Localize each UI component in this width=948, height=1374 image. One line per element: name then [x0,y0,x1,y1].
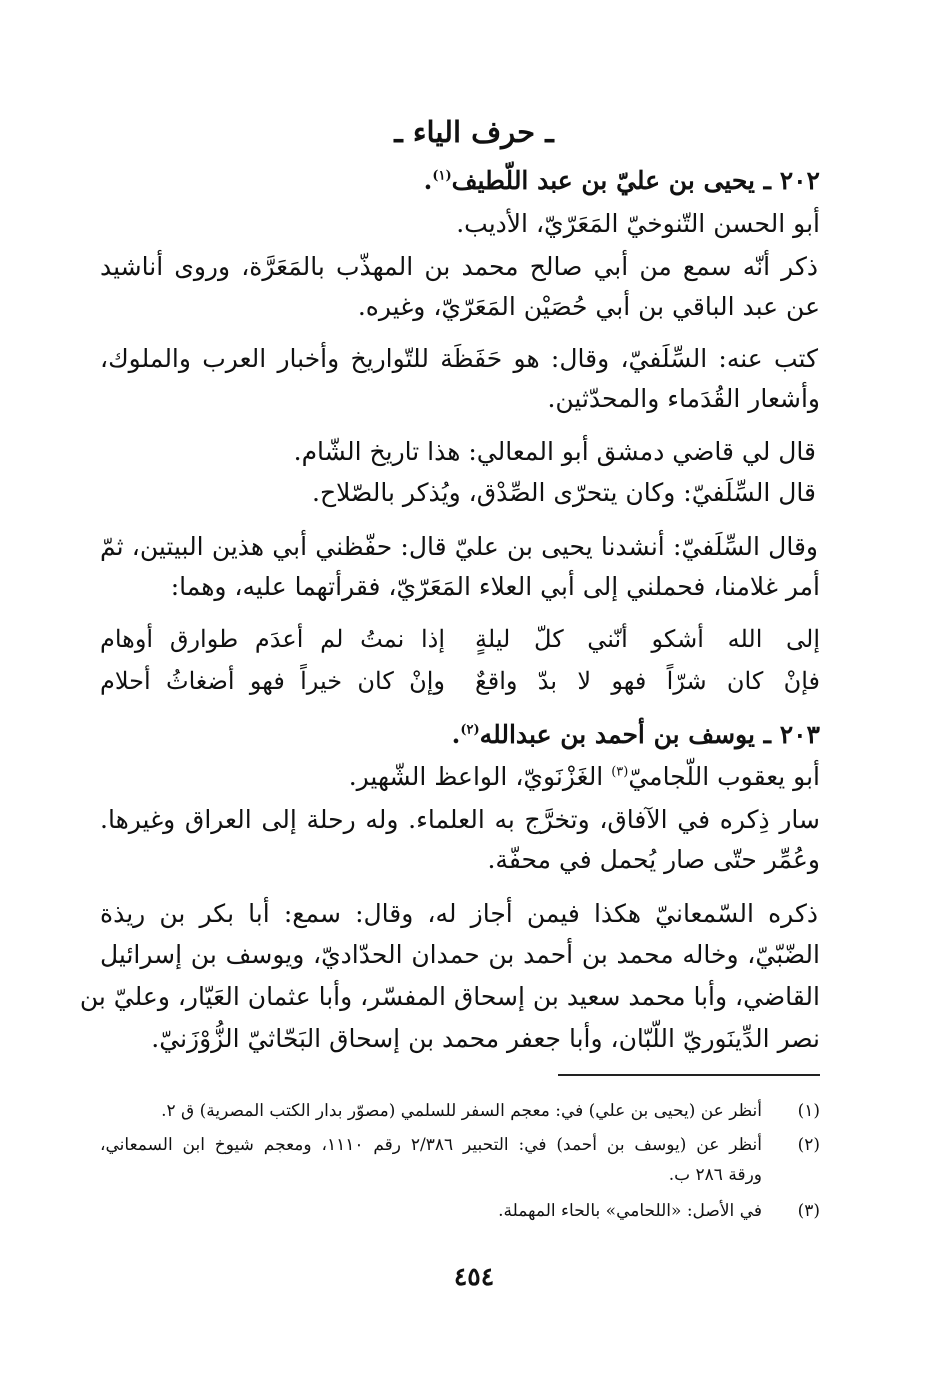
entry-202-line-2: ذكر أنّه سمع من أبي صالح محمد بن المهذّب بالمَعَرَّة، وروى أناشيد [100,252,818,281]
entry-203-line-4: ذكره السّمعانيّ هكذا فيمن أجاز له، وقال: سمع: أبا بكر بن ريذة [100,899,818,928]
chapter-heading: ـ حرف الياء ـ [394,115,554,149]
footnote-3-number: (٣) [797,1201,820,1221]
entry-203-title: ٢٠٣ ـ يوسف بن أحمد بن عبدالله [479,720,820,749]
entry-203-line-7: نصر الدِّينَوريّ اللّبّان، وأبا جعفر محمد بن إسحاق البَحّاثيّ الزُّوْزَنيّ. [151,1024,820,1053]
footnote-1-text: أنظر عن (يحيى بن علي) في: معجم السفر للسلمي (مصوّر بدار الكتب المصرية) ق ٢. [161,1101,762,1121]
entry-203-line-1a: أبو يعقوب اللّجاميّ [628,762,820,791]
footnote-2-text: أنظر عن (يوسف بن أحمد) في: التحبير ٢/٣٨٦ رقم ١١١٠، ومعجم شيوخ ابن السمعاني، [100,1135,762,1155]
footnote-2-number: (٢) [797,1135,820,1155]
entry-202-line-1: أبو الحسن التّنوخيّ المَعَرّيّ، الأديب. [456,209,820,238]
page-number: ٤٥٤ [453,1262,495,1291]
footnote-ref-3[interactable]: (٣) [611,764,629,780]
footnote-3-text: في الأصل: «اللحامي» بالحاء المهملة. [498,1201,762,1221]
footnote-ref-2[interactable]: (٢) [460,722,480,738]
verse-2 [100,662,820,700]
entry-203-line-6: القاضي، وأبا محمد سعيد بن إسحاق المفسّر، وأبا عثمان العَيّار، وعليّ بن [79,982,820,1011]
entry-203-line-1b: الغَزْنَويّ، الواعظ الشّهير. [348,762,612,791]
entry-202-title: ٢٠٢ ـ يحيى بن عليّ بن عبد اللّطيف [451,166,820,195]
entry-202-line-6: قال لي قاضي دمشق أبو المعالي: هذا تاريخ الشّام. [293,437,816,466]
footnote-2-continuation [100,1162,820,1188]
entry-202-heading [100,164,820,198]
footnote-1-number: (١) [797,1101,820,1121]
entry-203-line-5: الضّبّيّ، وخاله محمد بن أحمد بن حمدان الحدّاديّ، ويوسف بن إسرائيل [100,940,820,969]
entry-202-line-7: قال السِّلَفيّ: وكان يتحرّى الصِّدْق، ويُذكر بالصّلاح. [312,478,816,507]
entry-202-line-5: وأشعار القُدَماء والمحدّثين. [547,384,820,413]
entry-202-line-8: وقال السِّلَفيّ: أنشدنا يحيى بن عليّ قال: حفّظني أبي هذين البيتين، ثمّ [100,532,818,561]
footnote-separator [558,1074,820,1076]
entry-202-heading-end: . [423,166,433,195]
entry-203-heading-end: . [451,720,461,749]
footnote-3 [100,1198,820,1224]
footnote-2-text-cont: ورقة ٢٨٦ ب. [668,1165,762,1185]
entry-203-heading [100,718,820,752]
entry-202-line-9: أمر غلامنا، فحملني إلى أبي العلاء المَعَرّيّ، فقرأتهما عليه، وهما: [170,572,820,601]
entry-202-line-3: عن عبد الباقي بن أبي حُصَيْن المَعَرّيّ، وغيره. [357,292,820,321]
footnote-2 [100,1132,820,1158]
entry-203-line-2: سار ذِكره في الآفاق، وتخرَّج به العلماء. وله رحلة إلى العراق وغيرها. [100,805,820,834]
verse-1-first-hemistich: إلى الله أشكو أنّني كلّ ليلةٍ [475,625,820,653]
verse-1 [100,620,820,658]
verse-1-second-hemistich: إذا نمتُ لم أعدَم طوارق أوهام [100,625,445,653]
verse-2-first-hemistich: فإنْ كان شرّاً فهو لا بدّ واقعٌ [475,667,820,695]
entry-203-line-3: وعُمِّر حتّى صار يُحمل في محفّة. [487,845,820,874]
verse-2-second-hemistich: وإنْ كان خيراً فهو أضغاثُ أحلام [100,667,445,695]
footnote-ref-1[interactable]: (١) [432,168,452,184]
entry-202-line-4: كتب عنه: السِّلَفيّ، وقال: هو حَفَظَة للتّواريخ وأخبار العرب والملوك، [100,344,818,373]
footnote-1 [100,1098,820,1124]
entry-203-line-1 [100,760,820,794]
